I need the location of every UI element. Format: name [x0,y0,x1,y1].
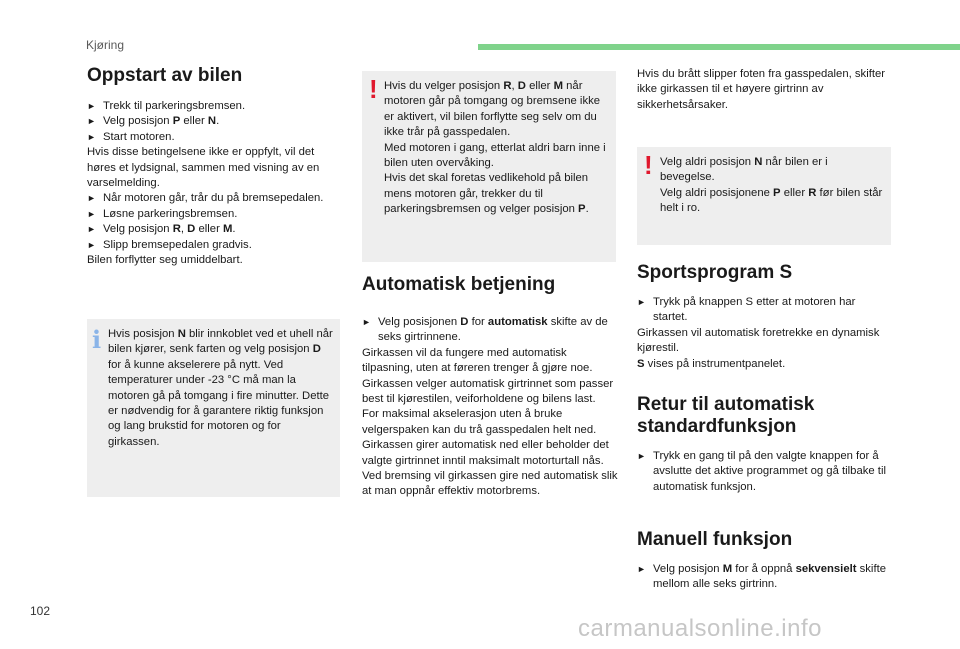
section-retur [637,394,893,495]
list-item: ► Løsne parkeringsbremsen. [87,207,343,222]
arrow-bullet-icon: ► [637,564,646,574]
section-title-sport: Sportsprogram S [637,262,793,283]
list-item: ► Trykk på knappen S etter at motoren har startet. [637,295,893,326]
list-item: ► Når motoren går, trår du på bremsepedalen. [87,191,343,206]
section-sport [637,262,893,372]
paragraph: Hvis disse betingelsene ikke er oppfylt, vil det høres et lydsignal, sammen med visning av en varselmelding. [87,146,320,190]
warning-box-1: ! Hvis du velger posisjon R, D eller M når motoren går på tomgang og bremsene ikke er aktivert, vil bilen forflytte seg selv om du ikke trår på gasspedalen. Med motoren i gang, etterlat aldri barn inne i bilen uten overvåking. Hvis det skal foretas vedlikehold på bilen mens motoren går, trekker du til parkeringsbremsen og velger posisjon P. [362,71,616,262]
paragraph: Girkassen vil da fungere med automatisk tilpasning, uten at føreren trenger å gjøre noe. Girkassen velger automatisk girtrinnet som passer best til kjørestilen, veiforholdene og bilens last. [362,346,614,406]
header-accent-bar [478,44,960,50]
column-2-auto [362,274,618,500]
paragraph: S vises på instrumentpanelet. [637,357,786,370]
warning-icon: ! [644,150,653,180]
arrow-bullet-icon: ► [87,208,96,219]
arrow-bullet-icon: ► [87,224,96,235]
section-title-automatisk: Automatisk betjening [362,274,556,295]
section-title-manuell: Manuell funksjon [637,529,793,550]
list-item: ► Trykk en gang til på den valgte knappen for å avslutte det aktive programmet og gå tilbake til automatisk funksjon. [637,449,893,495]
arrow-bullet-icon: ► [87,101,96,111]
list-item: ► Trekk til parkeringsbremsen. [87,99,343,114]
warning-box-2: ! Velg aldri posisjon N når bilen er i bevegelse. Velg aldri posisjonene P eller R før bilen står helt i ro. [637,147,891,245]
paragraph: Hvis du brått slipper foten fra gasspedalen, skifter ikke girkassen til et høyere girtrinn av sikkerhetsårsaker. [637,68,886,111]
paragraph: Girkassen vil automatisk foretrekke en dynamisk kjørestil. [637,326,880,355]
arrow-bullet-icon: ► [362,317,371,327]
running-header: Kjøring [86,38,125,52]
list-item: ► Velg posisjonen D for automatisk skifte av de seks girtrinnene. [362,315,618,346]
arrow-bullet-icon: ► [637,297,646,307]
list-item: ► Velg posisjon M for å oppnå sekvensielt skifte mellom alle seks girtrinn. [637,562,893,593]
watermark: carmanualsonline.info [578,615,822,642]
oppstart-body [87,99,343,268]
column-1 [87,60,343,268]
section-manuell [637,529,893,593]
list-item: ► Start motoren. [87,130,343,145]
section-title-oppstart: Oppstart av bilen [87,65,243,86]
paragraph: Bilen forflytter seg umiddelbart. [87,254,243,267]
arrow-bullet-icon: ► [87,193,96,204]
arrow-bullet-icon: ► [87,116,96,127]
paragraph: For maksimal akselerasjon uten å bruke velgerspaken kan du trå gasspedalen helt ned. Girkassen girer automatisk ned eller beholder det valgte girtrinnet inntil maksimalt motorturtall nås. [362,408,609,467]
arrow-bullet-icon: ► [87,131,96,142]
paragraph: Ved bremsing vil girkassen gire ned automatisk slik at man oppnår effektiv motorbrems. [362,470,618,498]
info-icon: i [92,325,102,354]
list-item: ► Velg posisjon P eller N. [87,114,343,129]
arrow-bullet-icon: ► [637,451,646,461]
column-3 [637,67,893,113]
arrow-bullet-icon: ► [87,239,96,250]
list-item: ► Slipp bremsepedalen gradvis. [87,238,343,253]
section-title-retur: Retur til automatisk standardfunksjon [637,394,815,437]
info-box: i Hvis posisjon N blir innkoblet ved et uhell når bilen kjører, senk farten og velg posisjon D for å kunne akselerere på nytt. Ved temperaturer under -23 °C må man la motoren gå på tomgang i fire minutter. Dette er nødvendig for å garantere riktig funksjon og lang brukstid for motoren og for girkassen. [87,319,340,497]
list-item: ► Velg posisjon R, D eller M. [87,222,343,237]
warning-icon: ! [369,74,378,104]
page-number: 102 [30,604,51,618]
